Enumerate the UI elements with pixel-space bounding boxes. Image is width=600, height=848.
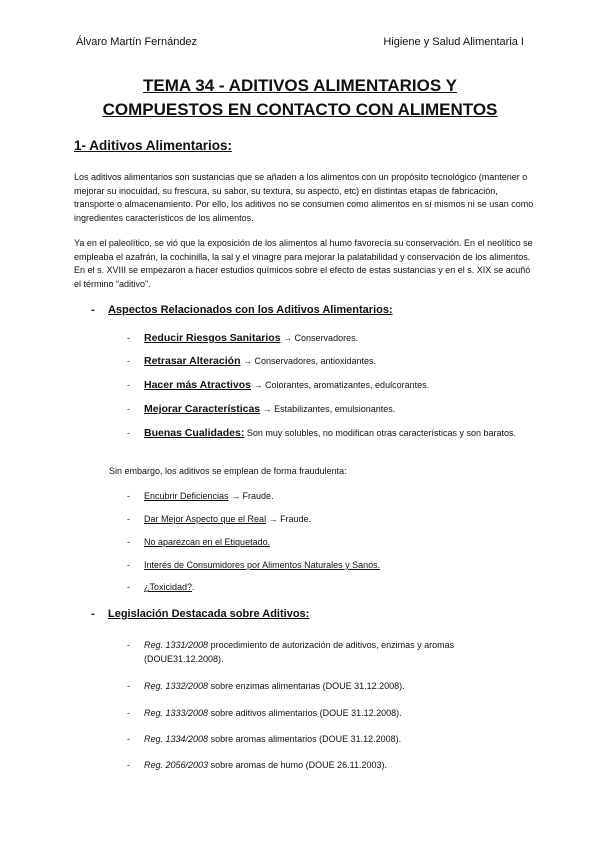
- regulation-id: Reg. 1331/2008: [144, 640, 209, 650]
- fraud-intro: Sin embargo, los aditivos se emplean de forma fraudulenta:: [109, 466, 347, 476]
- bullet-dash: -: [127, 491, 130, 501]
- fraud-text: No aparezcan en el Etiquetado.: [144, 537, 271, 547]
- regulation-desc: procedimiento de autorización de aditivos, enzimas y aromas (DOUE31.12.2008).: [144, 640, 455, 664]
- bullet-dash: -: [127, 380, 130, 390]
- title-line-1: TEMA 34 - ADITIVOS ALIMENTARIOS Y: [143, 76, 457, 95]
- title-line-2: COMPUESTOS EN CONTACTO CON ALIMENTOS: [102, 100, 498, 119]
- bullet-dash: -: [127, 537, 130, 547]
- header-subject: Higiene y Salud Alimentaria I: [383, 36, 524, 48]
- fraud-suffix: → Fraude.: [228, 491, 274, 501]
- regulation-id: Reg. 1332/2008: [144, 681, 209, 691]
- bullet-dash: -: [127, 404, 130, 414]
- fraud-text: ¿Toxicidad?: [144, 582, 193, 592]
- item-desc: → Conservadores.: [280, 333, 359, 343]
- bullet-dash: -: [127, 582, 130, 592]
- item-term: Hacer más Atractivos: [144, 379, 251, 391]
- bullet-dash: -: [127, 514, 130, 524]
- section-heading-aditivos: 1- Aditivos Alimentarios:: [74, 138, 233, 153]
- bullet-dash: -: [127, 760, 130, 770]
- bullet-dash: -: [127, 333, 130, 343]
- item-desc: → Colorantes, aromatizantes, edulcorantes.: [251, 380, 430, 390]
- fraud-text: Dar Mejor Aspecto que el Real: [144, 514, 267, 524]
- regulation-desc: sobre aditivos alimentarios (DOUE 31.12.2008).: [208, 708, 402, 718]
- bullet-dash: -: [91, 608, 95, 620]
- bullet-dash: -: [127, 356, 130, 366]
- item-term: Buenas Cualidades:: [144, 427, 245, 439]
- bullet-dash: -: [91, 304, 95, 316]
- bullet-dash: -: [127, 640, 130, 650]
- bullet-dash: -: [127, 734, 130, 744]
- item-term: Reducir Riesgos Sanitarios: [144, 332, 281, 344]
- item-term: Retrasar Alteración: [144, 355, 241, 367]
- regulation-id: Reg. 1334/2008: [144, 734, 209, 744]
- item-term: Mejorar Características: [144, 403, 261, 415]
- subsection-heading: Legislación Destacada sobre Aditivos:: [108, 608, 310, 620]
- fraud-text: Interés de Consumidores por Alimentos Naturales y Sanos.: [144, 560, 381, 570]
- bullet-dash: -: [127, 560, 130, 570]
- regulation-desc: sobre aromas alimentarios (DOUE 31.12.2008).: [208, 734, 402, 744]
- item-desc: → Estabilizantes, emulsionantes.: [260, 404, 396, 414]
- fraud-text: Encubrir Deficiencias: [144, 491, 229, 501]
- item-desc: Son muy solubles, no modifican otras características y son baratos.: [244, 428, 517, 438]
- fraud-suffix: → Fraude.: [266, 514, 312, 524]
- regulation-id: Reg. 1333/2008: [144, 708, 209, 718]
- item-desc: → Conservadores, antioxidantes.: [240, 356, 377, 366]
- paragraph-definition: Los aditivos alimentarios son sustancias que se añaden a los alimentos con un propósito tecnológico (mantener o mejorar su inocuidad, su frescura, su sabor, su textura, su aspecto, etc) en distintas etapas de fabricación, transporte o almacenamiento. Por ello, los aditivos no se consumen como alimentos en sí mismos ni se usan como ingredientes característicos de los alimentos.: [74, 172, 534, 223]
- bullet-dash: -: [127, 681, 130, 691]
- bullet-dash: -: [127, 428, 130, 438]
- bullet-dash: -: [127, 708, 130, 718]
- header-author: Álvaro Martín Fernández: [76, 36, 198, 48]
- regulation-id: Reg. 2056/2003: [144, 760, 209, 770]
- regulation-desc: sobre aromas de humo (DOUE 26.11.2003).: [208, 760, 387, 770]
- subsection-heading: Aspectos Relacionados con los Aditivos Alimentarios:: [108, 304, 393, 316]
- regulation-desc: sobre enzimas alimentarias (DOUE 31.12.2008).: [208, 681, 405, 691]
- document-title: [0, 74, 600, 122]
- fraud-suffix: .: [192, 582, 195, 592]
- paragraph-history: Ya en el paleolítico, se vió que la exposición de los alimentos al humo favorecía su conservación. En el neolítico se empleaba el azafrán, la cochinilla, la sal y el vinagre para mejorar la palatabilidad y conservación de los alimentos. En el s. XVIII se empezaron a hacer estudios químicos sobre el efecto de estas sustancias y en el s. XIX se acuñó el término “aditivo”.: [74, 238, 533, 289]
